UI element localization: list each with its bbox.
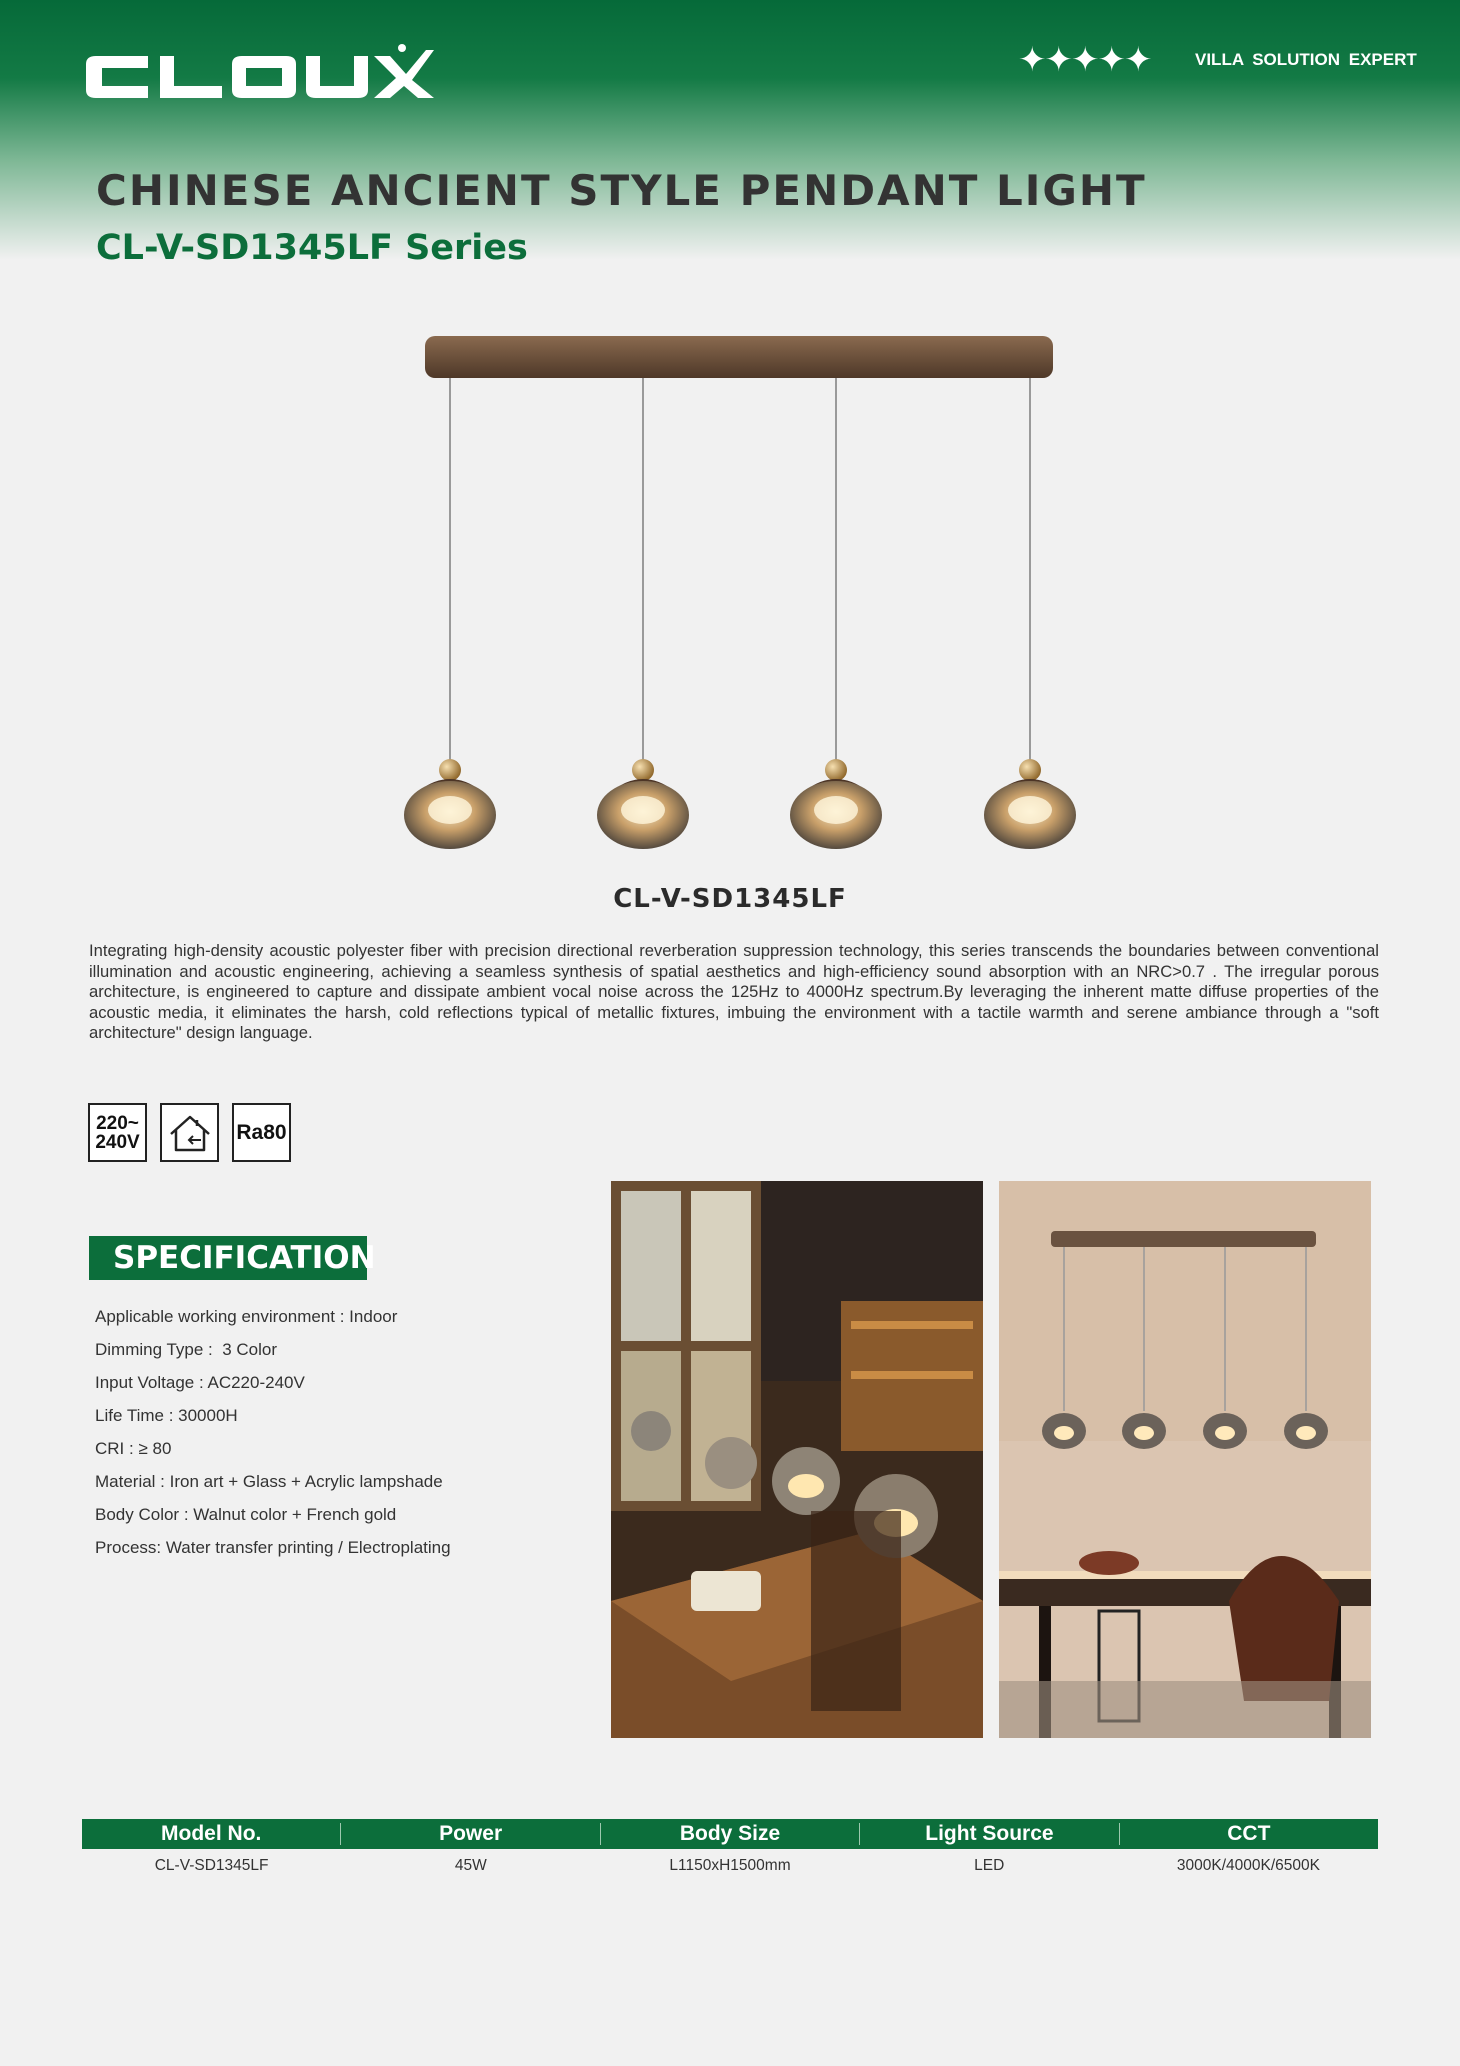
cell-cct: 3000K/4000K/6500K (1176, 1857, 1320, 1874)
voltage-line-2: 240V (95, 1131, 140, 1153)
feature-badges (88, 1103, 291, 1162)
product-description: Integrating high-density acoustic polyester fiber with precision directional reverberation suppression technology, this series transcends the boundaries between conventional illumination and acoustic engineering, achieving a seamless synthesis of spatial aesthetics and high-efficiency sound absorption with an NRC>0.7 . The irregular porous architecture, is engineered to capture and dissipate ambient vocal noise across the 125Hz to 4000Hz spectrum.By leveraging the inherent matte diffuse properties of the acoustic media, it eliminates the harsh, cold reflections typical of metallic fixtures, imbuing the environment with a tactile warmth and serene ambiance through a "soft architecture" design language. (89, 941, 1379, 1042)
pendant-4 (984, 378, 1076, 849)
logo-text: CLOUX (82, 42, 86, 43)
header-power: Power (341, 1823, 600, 1845)
indoor-house-icon (160, 1103, 219, 1162)
table-scene-photo (999, 1181, 1371, 1738)
voltage-line-1: 220~ (96, 1112, 139, 1134)
table-row (82, 1849, 1378, 1883)
header-cct: CCT (1227, 1822, 1271, 1845)
cell-power: 45W (454, 1857, 487, 1874)
spec-item: Applicable working environment : Indoor (95, 1307, 398, 1326)
product-hero-image (390, 320, 1080, 880)
specification-heading: SPECIFICATION (89, 1236, 367, 1280)
pendant-1 (404, 378, 496, 849)
spec-item: Input Voltage : AC220-240V (95, 1373, 305, 1392)
cri-badge: Ra80 (232, 1103, 291, 1162)
pendant-2 (597, 378, 689, 849)
model-caption: CL-V-SD1345LF (613, 884, 847, 914)
table-header (82, 1819, 1378, 1849)
cell-body-size: L1150xH1500mm (669, 1857, 791, 1874)
header-body-size: Body Size (601, 1823, 860, 1845)
spec-item: Process: Water transfer printing / Electroplating (95, 1538, 451, 1557)
series-subtitle: CL-V-SD1345LF Series (96, 228, 528, 268)
spec-item: Life Time : 30000H (95, 1406, 238, 1425)
cell-model: CL-V-SD1345LF (154, 1857, 269, 1874)
header-light-source: Light Source (860, 1823, 1119, 1845)
model-table (82, 1819, 1378, 1883)
spec-item: CRI : ≥ 80 (95, 1439, 172, 1458)
spec-item: Dimming Type : 3 Color (95, 1340, 278, 1359)
pendant-3 (790, 378, 882, 849)
brand-logo (82, 42, 442, 108)
cell-light-source: LED (974, 1857, 1005, 1874)
header-model: Model No. (82, 1823, 341, 1845)
spec-item: Material : Iron art + Glass + Acrylic lampshade (95, 1472, 443, 1491)
header-gradient (0, 0, 1460, 260)
rating-stars: ✦✦✦✦✦ (1018, 40, 1151, 80)
dining-scene-photo (611, 1181, 983, 1738)
tagline: VILLA SOLUTION EXPERT (1195, 50, 1417, 69)
specification-list (95, 1300, 451, 1564)
voltage-badge (88, 1103, 147, 1162)
page-title: CHINESE ANCIENT STYLE PENDANT LIGHT (96, 166, 1147, 215)
spec-item: Body Color : Walnut color + French gold (95, 1505, 397, 1524)
